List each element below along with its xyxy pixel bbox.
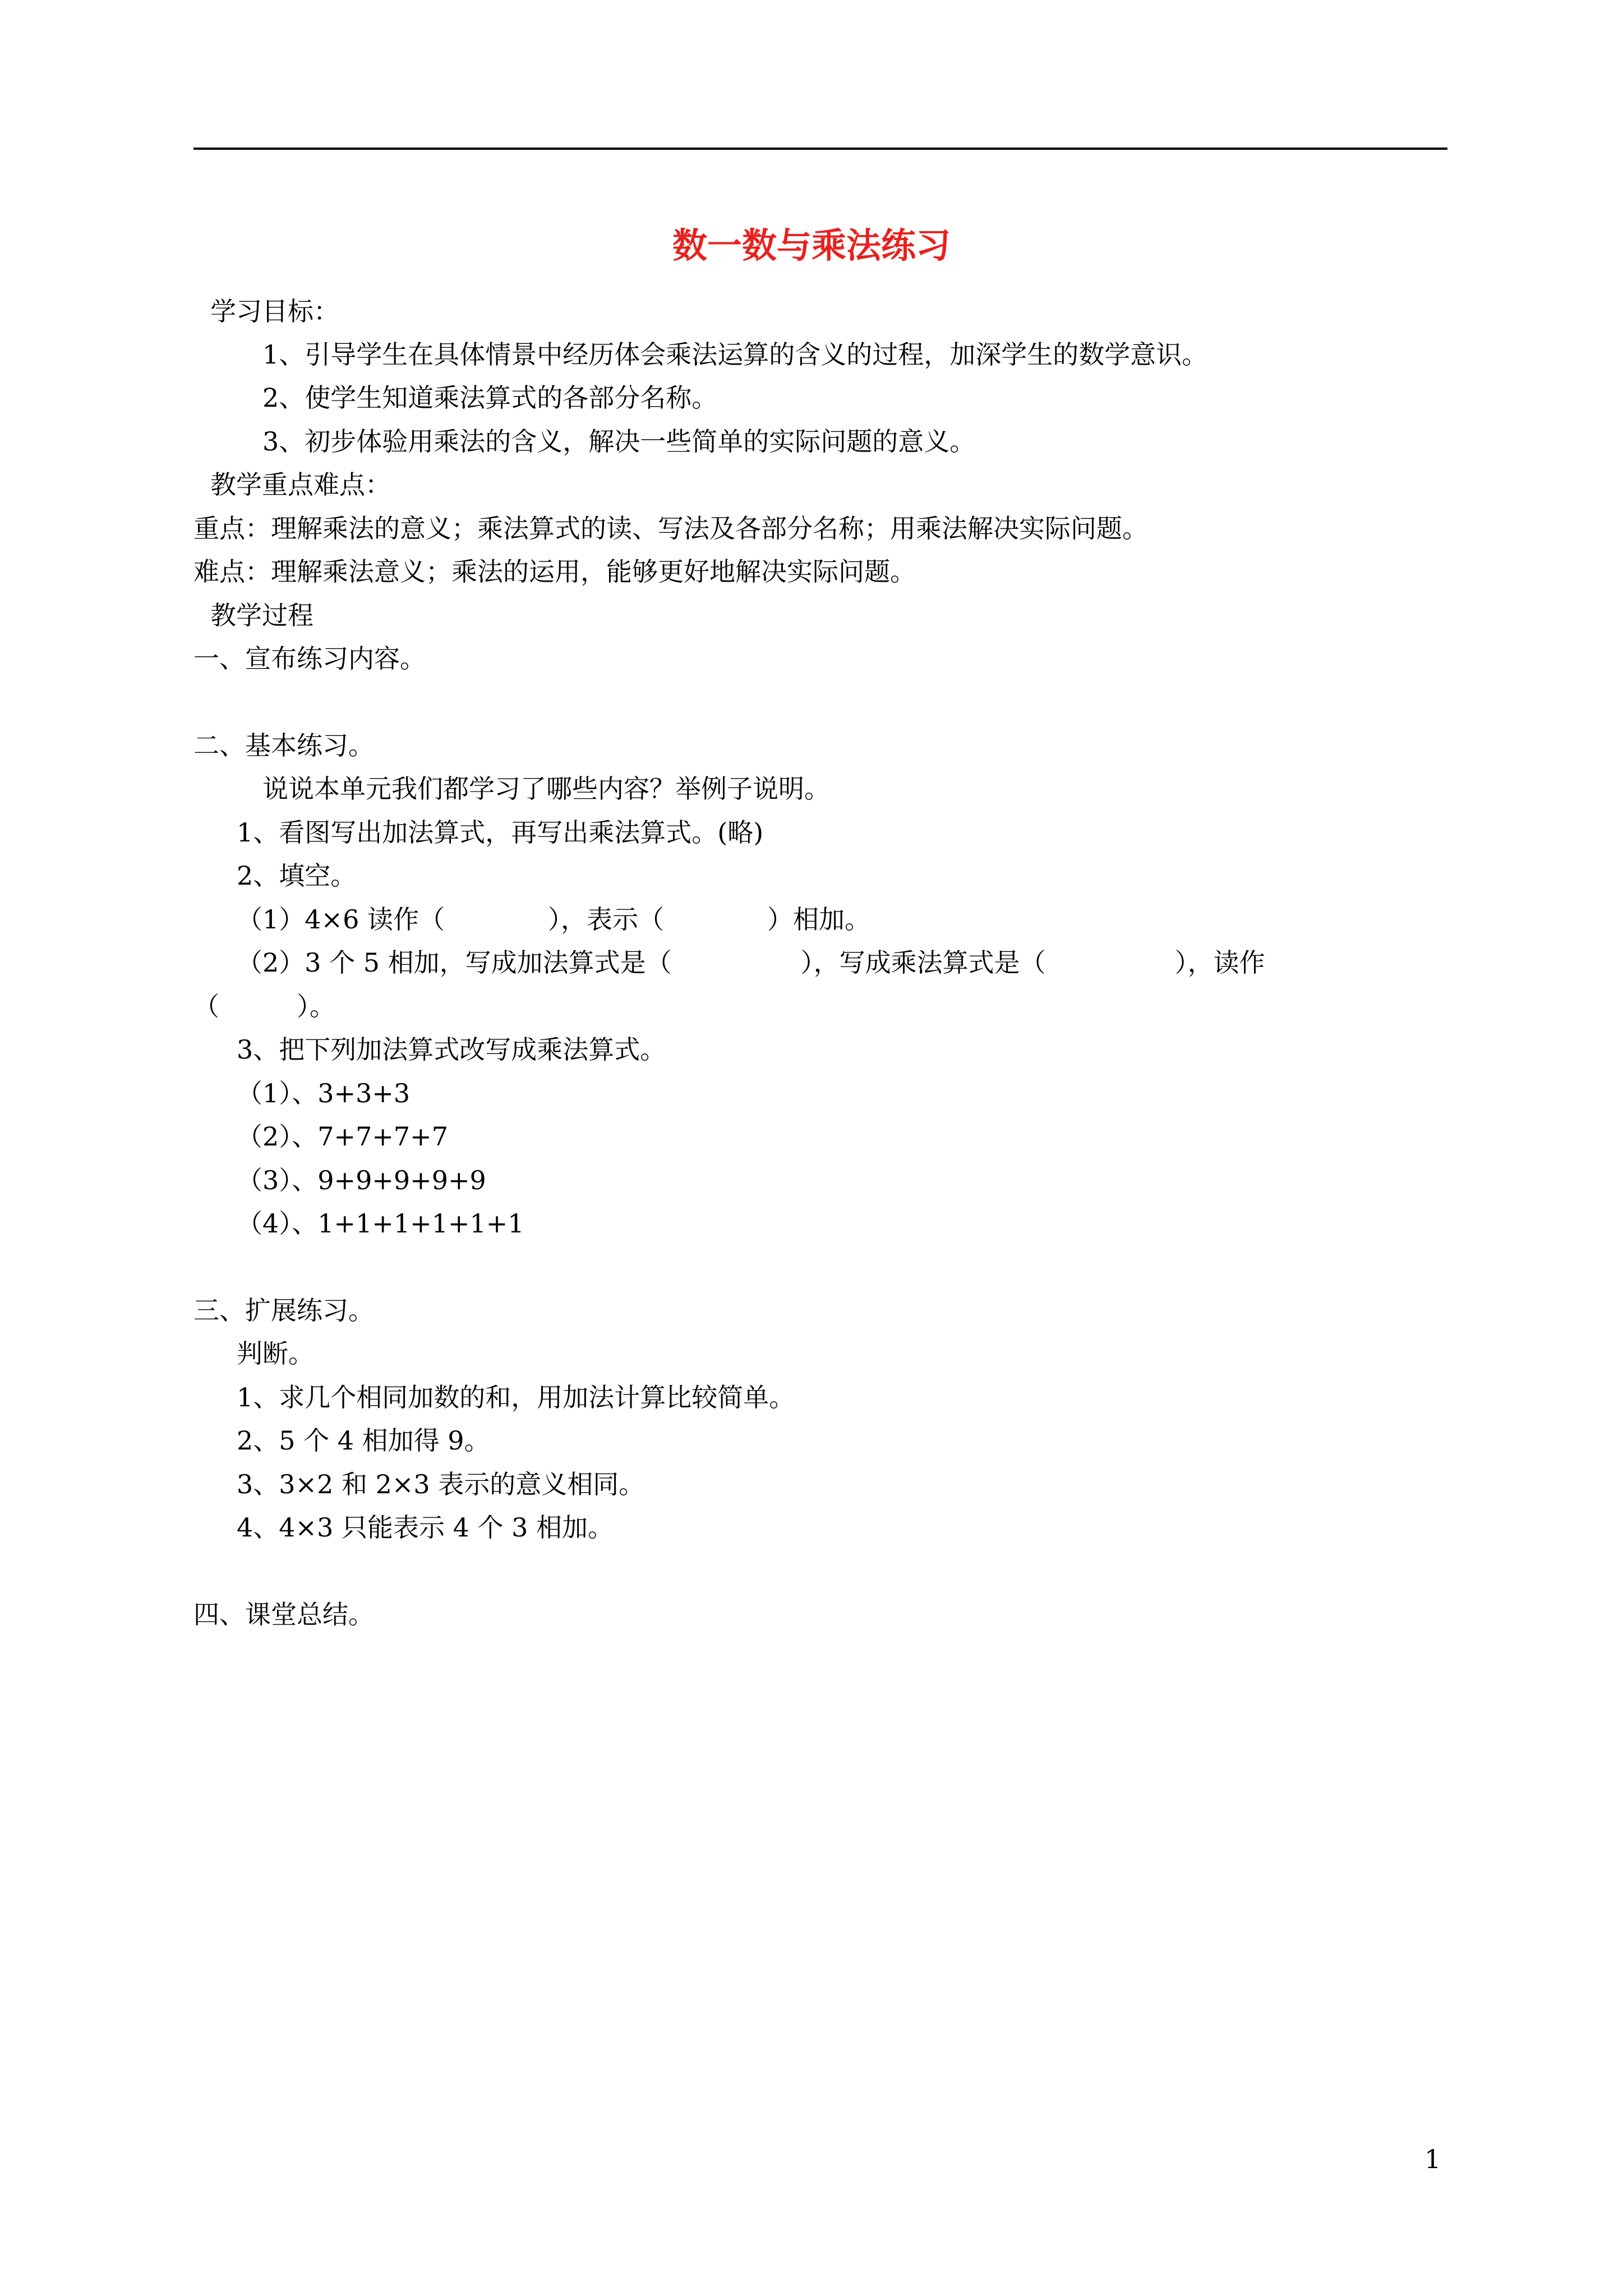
document-title: 数一数与乘法练习	[672, 225, 951, 266]
text-line: 3、3×2 和 2×3 表示的意义相同。	[237, 1469, 645, 1499]
text-line: 1、引导学生在具体情景中经历体会乘法运算的含义的过程，加深学生的数学意识。	[262, 339, 1208, 370]
text-line: 3、把下列加法算式改写成乘法算式。	[237, 1034, 666, 1065]
text-line: 1、求几个相同加数的和，用加法计算比较简单。	[237, 1382, 795, 1412]
text-line: 2、5 个 4 相加得 9。	[237, 1425, 490, 1456]
text-line: （3）、9+9+9+9+9	[237, 1165, 486, 1195]
text-line: 教学过程	[210, 600, 313, 631]
text-line: （2）、7+7+7+7	[237, 1121, 448, 1152]
page-number: 1	[1424, 2144, 1441, 2174]
text-line: 学习目标：	[210, 296, 339, 326]
text-line: 2、填空。	[237, 861, 357, 891]
text-line: 一、宣布练习内容。	[193, 643, 426, 674]
text-line: 三、扩展练习。	[193, 1295, 374, 1326]
text-line: 重点：理解乘法的意义；乘法算式的读、写法及各部分名称；用乘法解决实际问题。	[193, 513, 1148, 544]
text-line: 难点：理解乘法意义；乘法的运用，能够更好地解决实际问题。	[193, 556, 916, 587]
text-line: 4、4×3 只能表示 4 个 3 相加。	[237, 1512, 614, 1543]
text-line: 二、基本练习。	[193, 730, 374, 761]
text-line: 3、初步体验用乘法的含义，解决一些简单的实际问题的意义。	[262, 426, 976, 457]
text-line: 教学重点难点：	[210, 470, 391, 500]
text-line: 2、使学生知道乘法算式的各部分名称。	[262, 383, 718, 413]
text-line: （1）、3+3+3	[237, 1078, 411, 1108]
text-line: 说说本单元我们都学习了哪些内容？举例子说明。	[262, 774, 830, 804]
header-rule	[193, 148, 1447, 150]
text-line: 1、看图写出加法算式，再写出乘法算式。(略)	[237, 817, 764, 848]
text-line: （1）4×6 读作（ ），表示（ ）相加。	[237, 904, 870, 935]
text-line: （2）3 个 5 相加，写成加法算式是（ ），写成乘法算式是（ ），读作	[237, 947, 1265, 978]
text-line: （4）、1+1+1+1+1+1	[237, 1208, 524, 1239]
text-line: （ ）。	[193, 991, 335, 1022]
text-line: 判断。	[237, 1338, 314, 1369]
text-line: 四、课堂总结。	[193, 1599, 374, 1630]
